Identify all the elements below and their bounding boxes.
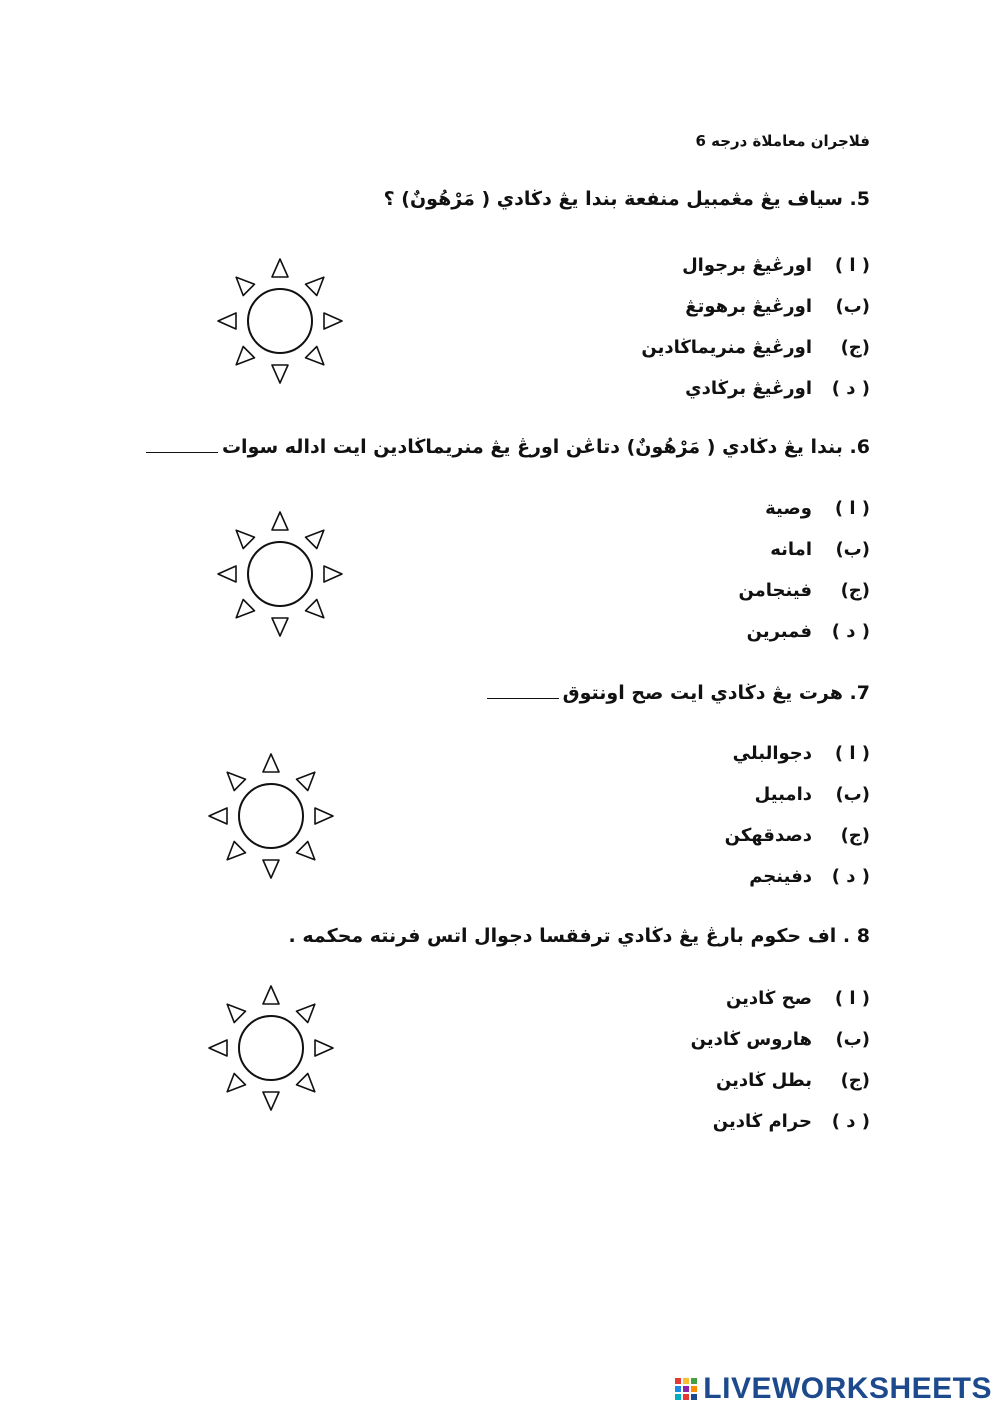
sun-ray xyxy=(306,347,324,365)
option-label: وصية xyxy=(765,498,812,519)
logo-dot xyxy=(683,1378,689,1384)
sun-ray xyxy=(236,347,254,365)
logo-dot xyxy=(675,1394,681,1400)
sun-ray xyxy=(227,842,245,860)
sun-ray xyxy=(209,1040,227,1056)
option-6-b[interactable] xyxy=(540,529,870,570)
sun-ray xyxy=(236,277,254,295)
option-8-a[interactable] xyxy=(540,978,870,1019)
liveworksheets-logo xyxy=(675,1372,992,1406)
sun-ray xyxy=(263,754,279,772)
sun-ray xyxy=(315,808,333,824)
option-label: امانه xyxy=(770,539,812,560)
question-8-options xyxy=(540,978,870,1142)
option-7-c[interactable] xyxy=(540,815,870,856)
sun-ray xyxy=(236,600,254,618)
sun-ray xyxy=(272,512,288,530)
option-5-c[interactable] xyxy=(540,327,870,368)
logo-text: LIVEWORKSHEETS xyxy=(703,1372,992,1405)
option-6-a[interactable] xyxy=(540,488,870,529)
option-marker: (ب) xyxy=(835,784,870,805)
question-8-text: 8 . اف حكوم بارڠ يڠ دڬادي ترفقسا دجوال اتس فرنته محكمه . xyxy=(288,925,870,947)
logo-dot xyxy=(683,1386,689,1392)
sun-ray xyxy=(218,313,236,329)
option-marker: ( ا ) xyxy=(834,255,870,276)
sun-ray xyxy=(306,600,324,618)
option-marker: (ب) xyxy=(835,1029,870,1050)
option-marker: (ج) xyxy=(840,337,870,358)
question-6-options xyxy=(540,488,870,652)
option-label: اورڠيڠ برجوال xyxy=(682,255,812,276)
answer-sun-6[interactable] xyxy=(214,508,346,640)
sun-ray xyxy=(272,618,288,636)
option-label: اورڠيڠ برهوتڠ xyxy=(685,296,812,317)
option-8-d[interactable] xyxy=(540,1101,870,1142)
sun-ray xyxy=(297,772,315,790)
option-marker: ( د ) xyxy=(831,1111,870,1132)
option-label: دجوالبلي xyxy=(732,743,812,764)
option-5-a[interactable] xyxy=(540,245,870,286)
option-marker: ( ا ) xyxy=(834,498,870,519)
option-label: دفينجم xyxy=(749,866,812,887)
sun-ray xyxy=(315,1040,333,1056)
logo-mark-icon xyxy=(675,1378,697,1400)
option-marker: ( د ) xyxy=(831,621,870,642)
sun-core xyxy=(248,542,312,606)
sun-icon xyxy=(205,982,337,1114)
sun-core xyxy=(239,784,303,848)
question-7-text: 7. هرت يڠ دڬادي ايت صح اونتوق xyxy=(487,682,870,704)
sun-ray xyxy=(324,566,342,582)
sun-ray xyxy=(227,772,245,790)
answer-sun-7[interactable] xyxy=(205,750,337,882)
option-marker: (ب) xyxy=(835,539,870,560)
option-marker: ( ا ) xyxy=(834,988,870,1009)
sun-ray xyxy=(272,365,288,383)
option-label: اورڠيڠ برڬادي xyxy=(685,378,812,399)
option-5-d[interactable] xyxy=(540,368,870,409)
sun-ray xyxy=(324,313,342,329)
sun-ray xyxy=(263,860,279,878)
sun-ray xyxy=(272,259,288,277)
option-marker: ( د ) xyxy=(831,378,870,399)
option-5-b[interactable] xyxy=(540,286,870,327)
sun-ray xyxy=(227,1004,245,1022)
question-5-text: 5. سياف يڠ مڠمبيل منفعة بندا يڠ دڬادي ( مَرْهُونٌ) ؟ xyxy=(383,188,870,210)
option-8-c[interactable] xyxy=(540,1060,870,1101)
sun-ray xyxy=(297,1074,315,1092)
option-6-c[interactable] xyxy=(540,570,870,611)
sun-icon xyxy=(214,255,346,387)
sun-ray xyxy=(209,808,227,824)
sun-icon xyxy=(214,508,346,640)
sun-ray xyxy=(227,1074,245,1092)
option-marker: (ج) xyxy=(840,580,870,601)
sun-ray xyxy=(306,277,324,295)
logo-dot xyxy=(691,1386,697,1392)
sun-ray xyxy=(218,566,236,582)
option-label: دصدقهكن xyxy=(724,825,812,846)
answer-blank xyxy=(146,452,218,453)
sun-ray xyxy=(297,1004,315,1022)
logo-dot xyxy=(675,1378,681,1384)
option-marker: (ج) xyxy=(840,1070,870,1091)
option-8-b[interactable] xyxy=(540,1019,870,1060)
answer-blank xyxy=(487,698,559,699)
sun-core xyxy=(239,1016,303,1080)
sun-ray xyxy=(263,1092,279,1110)
question-6-text: 6. بندا يڠ دڬادي ( مَرْهُونٌ) دتاڠن اورڠ يڠ منريماڬادين ايت اداله سوات xyxy=(146,436,870,458)
sun-ray xyxy=(236,530,254,548)
option-7-d[interactable] xyxy=(540,856,870,897)
option-label: حرام ڬادين xyxy=(712,1111,812,1132)
logo-dot xyxy=(683,1394,689,1400)
logo-dot xyxy=(691,1394,697,1400)
logo-dot xyxy=(691,1378,697,1384)
sun-core xyxy=(248,289,312,353)
sun-ray xyxy=(263,986,279,1004)
option-label: دامبيل xyxy=(754,784,812,805)
option-marker: (ب) xyxy=(835,296,870,317)
option-7-a[interactable] xyxy=(540,733,870,774)
sun-icon xyxy=(205,750,337,882)
sun-ray xyxy=(306,530,324,548)
option-marker: ( د ) xyxy=(831,866,870,887)
option-label: صح ڬادين xyxy=(725,988,812,1009)
option-7-b[interactable] xyxy=(540,774,870,815)
question-5-options xyxy=(540,245,870,409)
answer-sun-5[interactable] xyxy=(214,255,346,387)
question-7-options xyxy=(540,733,870,897)
option-marker: ( ا ) xyxy=(834,743,870,764)
option-label: فينجامن xyxy=(738,580,812,601)
option-label: اورڠيڠ منريماڬادين xyxy=(641,337,812,358)
answer-sun-8[interactable] xyxy=(205,982,337,1114)
option-label: هاروس ڬادين xyxy=(690,1029,812,1050)
sun-ray xyxy=(297,842,315,860)
page-title: فلاجران معاملاة درجه 6 xyxy=(695,132,870,150)
option-marker: (ج) xyxy=(840,825,870,846)
option-label: بطل ڬادين xyxy=(715,1070,812,1091)
logo-dot xyxy=(675,1386,681,1392)
option-6-d[interactable] xyxy=(540,611,870,652)
option-label: فمبرين xyxy=(746,621,812,642)
